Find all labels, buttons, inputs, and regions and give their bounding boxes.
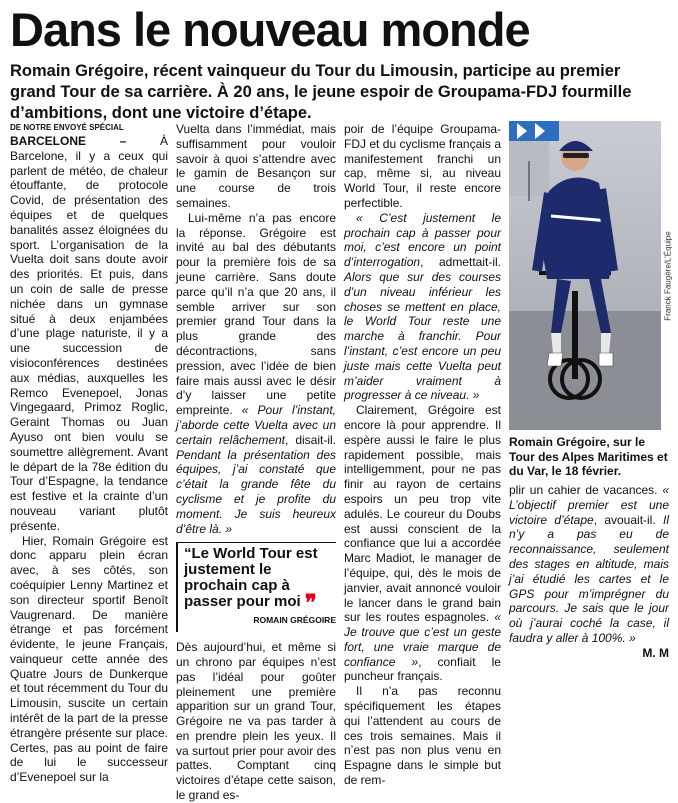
- paragraph: [10, 134, 168, 534]
- paragraph: poir de l’équipe Groupama-FDJ et du cyclisme français a manifestement franchi un cap, même si, au niveau World Tour, il reste encore perfectible.: [344, 122, 501, 210]
- paragraph: Dès aujourd’hui, et même si un chrono par équipes n’est pas l’idéal pour goûter pleinement une première apparition sur un grand Tour, Grégoire ne va pas tarder à en prendre plein les yeux. Il va surtout prier pour avoir des pattes. Comptant cinq victoires d’étape cette saison, le grand es-: [176, 640, 336, 803]
- paragraph-text: , disait-il.: [285, 432, 337, 447]
- column-1: [10, 122, 168, 785]
- paragraph-text: plir un cahier de vacances.: [509, 483, 663, 497]
- kicker: DE NOTRE ENVOYÉ SPÉCIAL: [10, 123, 124, 132]
- pull-quote-text: [184, 545, 336, 616]
- deck: Romain Grégoire, récent vainqueur du Tour du Limousin, participe au premier grand Tour de sa carrière. À 20 ans, le jeune espoir de Groupama-FDJ fourmille d’ambitions, dont une victoire d’étape.: [10, 62, 632, 122]
- paragraph: Vuelta dans l’immédiat, mais suffisamment pour vouloir savoir à quoi s’attendre avec le gamin de Besançon sur une course de trois semaines.: [176, 122, 336, 210]
- paragraph-text: , avouait-il.: [593, 512, 663, 527]
- paragraph: [344, 211, 501, 403]
- photo-credit-text: Franck Faugère/L’Équipe: [663, 230, 673, 321]
- quote: Pendant la présentation des équipes, j’ai constaté que c’était la grande fête du cyclisme et je profite du moment. Je suis heureux d’être là. »: [176, 447, 336, 536]
- paragraph: [176, 211, 336, 537]
- headline: Dans le nouveau monde: [10, 3, 530, 56]
- quote: « L’objectif premier est une victoire d’étape: [509, 483, 669, 527]
- author-signature: M. M: [642, 645, 669, 660]
- pull-quote-body: “Le World Tour est justement le prochain cap à passer pour moi: [184, 545, 318, 611]
- column-4: [509, 483, 669, 661]
- quote: « C’est justement le prochain cap à passer pour moi, c’est encore un point d’interrogation: [344, 210, 501, 270]
- cyclist-photo: [509, 121, 661, 430]
- paragraph: [344, 403, 501, 684]
- paragraph-text: Lui-même n’a pas encore la réponse. Grégoire est invité au bal des débutants pour la première fois de sa jeune carrière. Sans doute parce qu’il n’a que 20 ans, il semble arriver sur son premier grand Tour dans la plus grande des décontractions, sans pression, avec l’idée de bien faire mais aussi avec le désir d’y laisser une petite empreinte.: [176, 210, 336, 418]
- paragraph-text: , confiait le puncheur français.: [344, 654, 501, 684]
- column-2: [176, 122, 336, 803]
- photo-credit: [662, 121, 674, 430]
- dateline: BARCELONE –: [10, 134, 127, 148]
- pull-quote-attribution: ROMAIN GRÉGOIRE: [253, 615, 336, 626]
- quote: « Pour l’instant, j’aborde cette Vuelta avec un certain relâchement: [176, 403, 336, 447]
- quote: « Je trouve que c’est un geste fort, une vraie marque de confiance »: [344, 610, 501, 669]
- paragraph: Hier, Romain Grégoire est donc apparu plein écran avec, à ses côtés, son coéquipier Lenny Martinez et son directeur sportif Benoît Vaugrenard. De manière étrange et pas forcément évidente, le jeune Français, vainqueur cette année des Quatre Jours de Dunkerque et tout récemment du Tour du Limousin, suscite un certain intérêt de la part de la presse étrangère présente sur place. Certes, pas au point de faire de lui le successeur d’Evenepoel sur la: [10, 533, 168, 785]
- paragraph: [509, 483, 669, 646]
- photo-caption: Romain Grégoire, sur le Tour des Alpes Maritimes et du Var, le 18 février.: [509, 435, 668, 478]
- pull-quote: [176, 542, 336, 632]
- paragraph: Il n’a pas reconnu spécifiquement les étapes qui l’attendent au cours de ces trois semaines. Mais il n’est pas non plus venu en Espagne dans le simple but de rem-: [344, 684, 501, 788]
- paragraph-text: À Barcelone, il y a ceux qui parlent de météo, de chaleur étouffante, de protocole Covid, de présentation des équipes et de quelques banalités assez éloignées du sport. L’organisation de la Vuelta doit sans doute avoir des priorités. Et puis, dans un coin de salle de presse nichée dans un gymnase situé à deux enjambées d’une plage naturiste, il y a une succession de visioconférences destinées aux médias, auxquelles les Remco Evenepoel, Jonas Vingegaard, Primoz Roglic, Geraint Thomas ou Juan Ayuso ont bien voulu se soumettre allègrement. Avant le départ de la 78e édition du Tour d’Espagne, la tendance est festive et la crainte d’un nouveau variant plutôt présente.: [10, 134, 169, 533]
- paragraph-text: , admettait-il.: [420, 255, 501, 270]
- quote: Il n’y a pas eu de reconnaissance, seulement des stages en altitude, mais j’ai étudié les cartes et le GPS pour m’imprégner du parcours. Je sais que le jour où j’aurai coché la case, il faudra y aller à 100%. »: [509, 512, 669, 645]
- paragraph-text: Clairement, Grégoire est encore là pour apprendre. Il espère aussi le faire le plus rapidement possible, mais intelligemment, pour ne pas finir au rayon de certains espoirs un peu trop vite adulés. Le coureur du Doubs est aussi conscient de la confiance que lui a accordée Marc Madiot, le manager de l’équipe, qui, dès le mois de janvier, avait annoncé vouloir le lancer dans le grand bain sur les routes espagnoles.: [344, 403, 501, 625]
- quote-mark-icon: ❞: [304, 590, 317, 616]
- column-3: [344, 122, 501, 788]
- quote: Alors que sur des courses d’un niveau inférieur les choses se mettent en place, le World Tour reste une marche à franchir. Pour l’instant, c’est encore un peu juste mais cette Vuelta peut m’aider vraiment à progresser à ce niveau. »: [344, 269, 501, 403]
- cyclist-illustration: [509, 121, 661, 430]
